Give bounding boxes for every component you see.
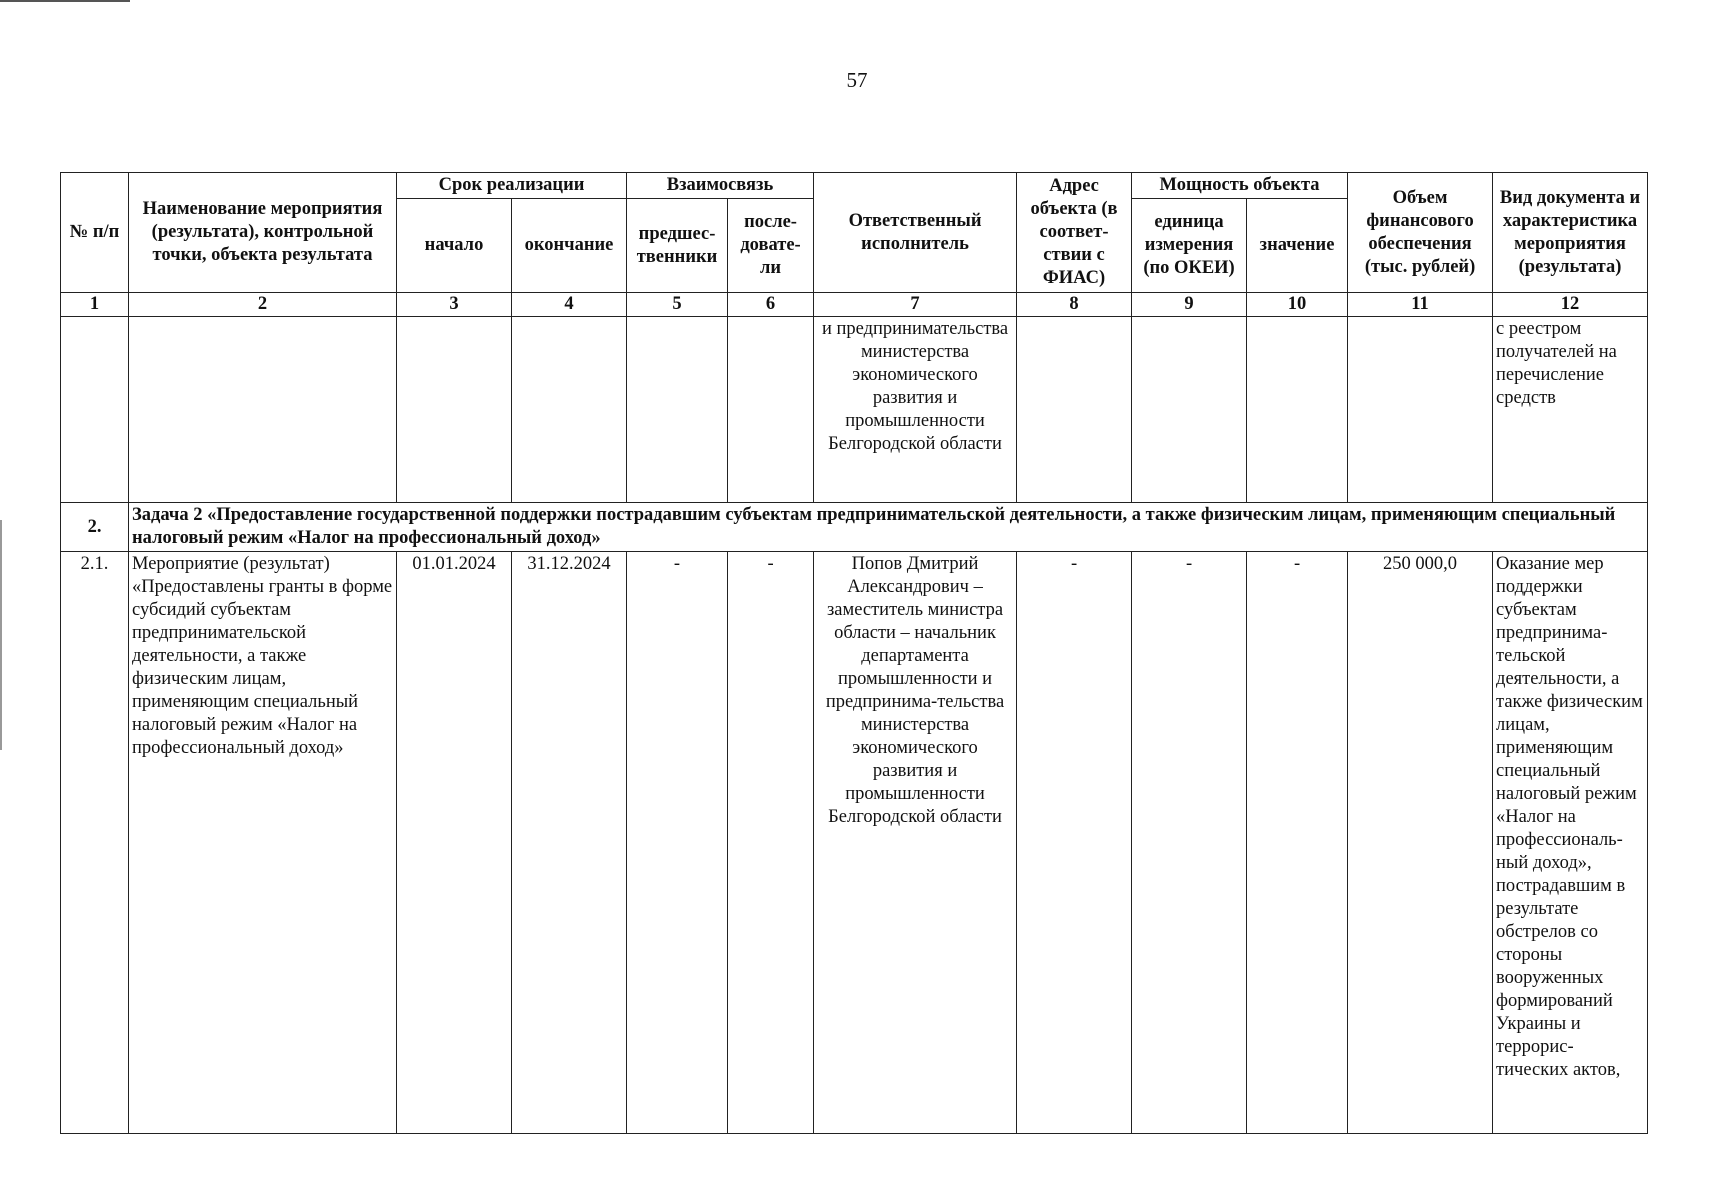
header-end: окончание: [512, 199, 627, 293]
column-number: 4: [512, 293, 627, 317]
task-row: [61, 503, 1648, 552]
column-number: 3: [397, 293, 512, 317]
activity-unit: -: [1132, 552, 1247, 1134]
header-name: Наименование мероприятия (результата), контрольной точки, объекта результата: [129, 173, 397, 293]
header-address: Адрес объекта (в соответ-ствии с ФИАС): [1017, 173, 1132, 293]
column-number: 2: [129, 293, 397, 317]
activity-address: -: [1017, 552, 1132, 1134]
header-successors: после-довате-ли: [728, 199, 814, 293]
header-unit: единица измерения (по ОКЕИ): [1132, 199, 1247, 293]
continuation-responsible: и предпринимательства министерства экономического развития и промышленности Белгородской области: [814, 317, 1017, 503]
column-number: 9: [1132, 293, 1247, 317]
header-relation-group: Взаимосвязь: [627, 173, 814, 199]
activity-responsible: Попов Дмитрий Александрович – заместитель министра области – начальник департамента промышленности и предпринима-тельства министерства экономического развития и промышленности Белгородской области: [814, 552, 1017, 1134]
header-volume: Объем финансового обеспечения (тыс. рублей): [1348, 173, 1493, 293]
document-table-container: [60, 172, 1647, 1134]
header-value: значение: [1247, 199, 1348, 293]
activity-predecessors: -: [627, 552, 728, 1134]
continuation-doc: с реестром получателей на перечисление средств: [1493, 317, 1648, 503]
continuation-row: [61, 317, 1648, 503]
cell-empty: [728, 317, 814, 503]
column-number: 10: [1247, 293, 1348, 317]
task-title: Задача 2 «Предоставление государственной поддержки пострадавшим субъектам предпринимательской деятельности, а также физическим лицам, применяющим специальный налоговый режим «Налог на профессиональный доход»: [129, 503, 1648, 552]
cell-empty: [397, 317, 512, 503]
header-period-group: Срок реализации: [397, 173, 627, 199]
header-start: начало: [397, 199, 512, 293]
activity-successors: -: [728, 552, 814, 1134]
cell-empty: [1348, 317, 1493, 503]
page-number: 57: [846, 68, 868, 92]
column-number: 11: [1348, 293, 1493, 317]
column-number: 1: [61, 293, 129, 317]
scan-edge-line-left: [0, 520, 2, 750]
column-number: 12: [1493, 293, 1648, 317]
activity-end: 31.12.2024: [512, 552, 627, 1134]
activity-volume: 250 000,0: [1348, 552, 1493, 1134]
header-num: № п/п: [61, 173, 129, 293]
cell-empty: [129, 317, 397, 503]
activity-doc: Оказание мер поддержки субъектам предпринима-тельской деятельности, а также физическим лицам, применяющим специальный налоговый режим «Налог на профессиональ-ный доход», пострадавшим в результате обстрелов со стороны вооруженных формирований Украины и террорис-тических актов,: [1493, 552, 1648, 1134]
column-number: 6: [728, 293, 814, 317]
activities-table: [60, 172, 1648, 1134]
activity-row: [61, 552, 1648, 1134]
header-predecessors: предшес-твенники: [627, 199, 728, 293]
activity-name: Мероприятие (результат) «Предоставлены гранты в форме субсидий субъектам предпринимательской деятельности, а также физическим лицам, применяющим специальный налоговый режим «Налог на профессиональный доход»: [129, 552, 397, 1134]
column-number: 8: [1017, 293, 1132, 317]
scan-edge-line: [0, 0, 130, 2]
header-responsible: Ответственный исполнитель: [814, 173, 1017, 293]
column-number: 7: [814, 293, 1017, 317]
activity-value: -: [1247, 552, 1348, 1134]
cell-empty: [1017, 317, 1132, 503]
header-doc: Вид документа и характеристика мероприятия (результата): [1493, 173, 1648, 293]
column-number: 5: [627, 293, 728, 317]
header-capacity-group: Мощность объекта: [1132, 173, 1348, 199]
header-row-1: [61, 173, 1648, 199]
cell-empty: [1247, 317, 1348, 503]
activity-number: 2.1.: [61, 552, 129, 1134]
cell-empty: [1132, 317, 1247, 503]
cell-empty: [627, 317, 728, 503]
column-numbers-row: [61, 293, 1648, 317]
cell-empty: [61, 317, 129, 503]
task-number: 2.: [61, 503, 129, 552]
cell-empty: [512, 317, 627, 503]
activity-start: 01.01.2024: [397, 552, 512, 1134]
